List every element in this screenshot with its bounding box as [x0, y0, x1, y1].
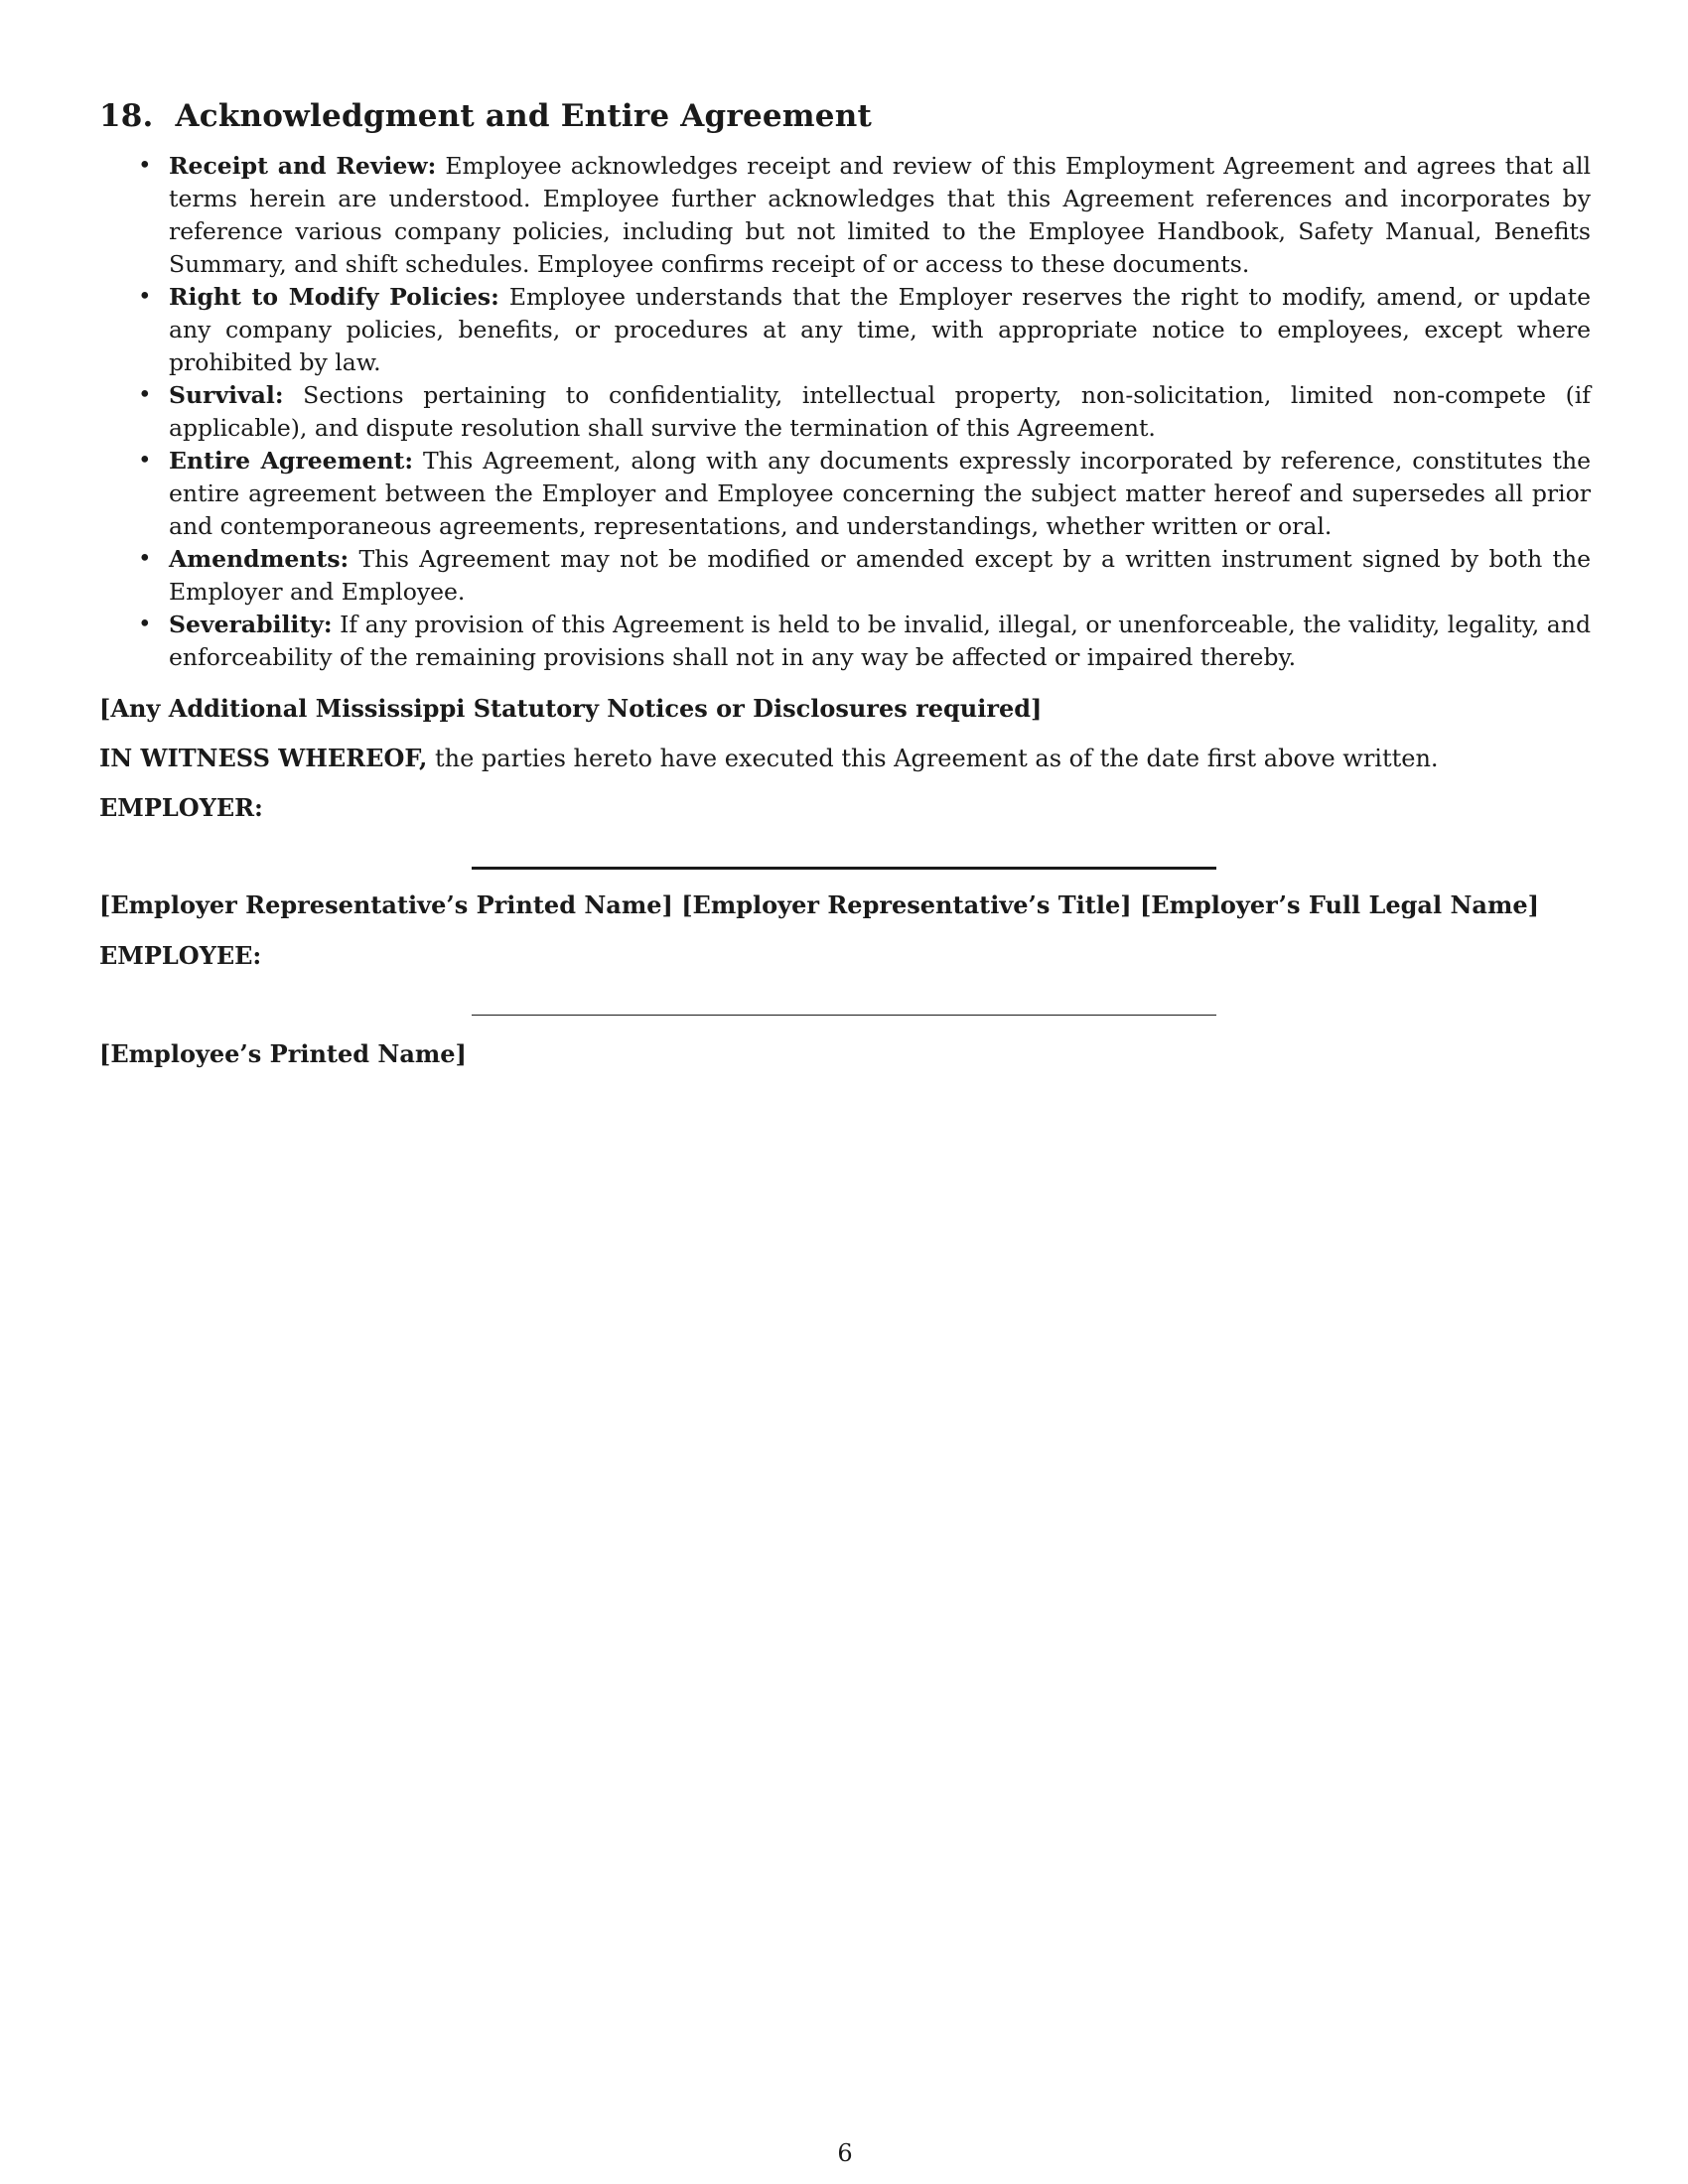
bullet-item-severability	[99, 609, 1591, 674]
bullet-dot-icon: •	[138, 612, 152, 637]
document-page	[99, 0, 1591, 2184]
bullet-text: Sections pertaining to confidentiality, intellectual property, non-solicitation, limited non-compete (if applicable), and dispute resolution shall survive the termination of this Agreement.	[169, 381, 1591, 442]
bullet-text: Employee acknowledges receipt and review of this Employment Agreement and agrees that all terms herein are understood. Employee further acknowledges that this Agreement references and incorporates by reference various company policies, including but not limited to the Employee Handbook, Safety Manual, Benefits Summary, and shift schedules. Employee confirms receipt of or access to these documents.	[169, 152, 1591, 278]
bullet-dot-icon: •	[138, 153, 152, 179]
acknowledgment-bullet-list	[99, 150, 1591, 674]
bullet-text: If any provision of this Agreement is held to be invalid, illegal, or unenforceable, the validity, legality, and enforceability of the remaining provisions shall not in any way be affected or impaired thereby.	[169, 611, 1591, 671]
section-number: 18.	[99, 98, 154, 134]
employee-name-placeholder: [Employee’s Printed Name]	[99, 1039, 467, 1068]
bullet-term: Amendments:	[169, 545, 350, 573]
bullet-item-receipt-and-review	[99, 150, 1591, 281]
bullet-item-right-to-modify	[99, 281, 1591, 379]
bullet-text: This Agreement, along with any documents expressly incorporated by reference, constitutes the entire agreement between the Employer and Employee concerning the subject matter hereof and supersedes all prior and contemporaneous agreements, representations, and understandings, whether written or oral.	[169, 447, 1591, 540]
bullet-item-entire-agreement	[99, 445, 1591, 543]
employee-label: EMPLOYEE:	[99, 941, 262, 970]
employer-name-placeholders: [Employer Representative’s Printed Name] [Employer Representative’s Title] [Employer’s Full Legal Name]	[99, 890, 1539, 919]
employer-signature-line[interactable]	[472, 867, 1216, 870]
bullet-item-survival	[99, 379, 1591, 445]
employer-label: EMPLOYER:	[99, 793, 263, 822]
bullet-item-amendments	[99, 543, 1591, 609]
bullet-term: Right to Modify Policies:	[169, 283, 499, 311]
bullet-dot-icon: •	[138, 448, 152, 474]
bullet-dot-icon: •	[138, 284, 152, 310]
bullet-term: Survival:	[169, 381, 284, 409]
witness-lead: IN WITNESS WHEREOF,	[99, 744, 428, 772]
bullet-text: Employee understands that the Employer reserves the right to modify, amend, or update any company policies, benefits, or procedures at any time, with appropriate notice to employees, except where prohibited by law.	[169, 283, 1591, 376]
bullet-dot-icon: •	[138, 546, 152, 572]
bullet-text: This Agreement may not be modified or amended except by a written instrument signed by both the Employer and Employee.	[169, 545, 1591, 606]
section-title-text: Acknowledgment and Entire Agreement	[175, 98, 872, 134]
page-number: 6	[837, 2139, 853, 2167]
bullet-dot-icon: •	[138, 382, 152, 408]
bullet-term: Severability:	[169, 611, 333, 638]
bullet-term: Receipt and Review:	[169, 152, 437, 180]
section-heading	[99, 94, 872, 138]
witness-text: the parties hereto have executed this Agreement as of the date first above written.	[434, 745, 1439, 772]
statutory-notice-placeholder: [Any Additional Mississippi Statutory Notices or Disclosures required]	[99, 694, 1043, 723]
witness-statement	[99, 742, 1439, 775]
bullet-term: Entire Agreement:	[169, 447, 414, 475]
employee-signature-line[interactable]	[472, 1015, 1216, 1016]
